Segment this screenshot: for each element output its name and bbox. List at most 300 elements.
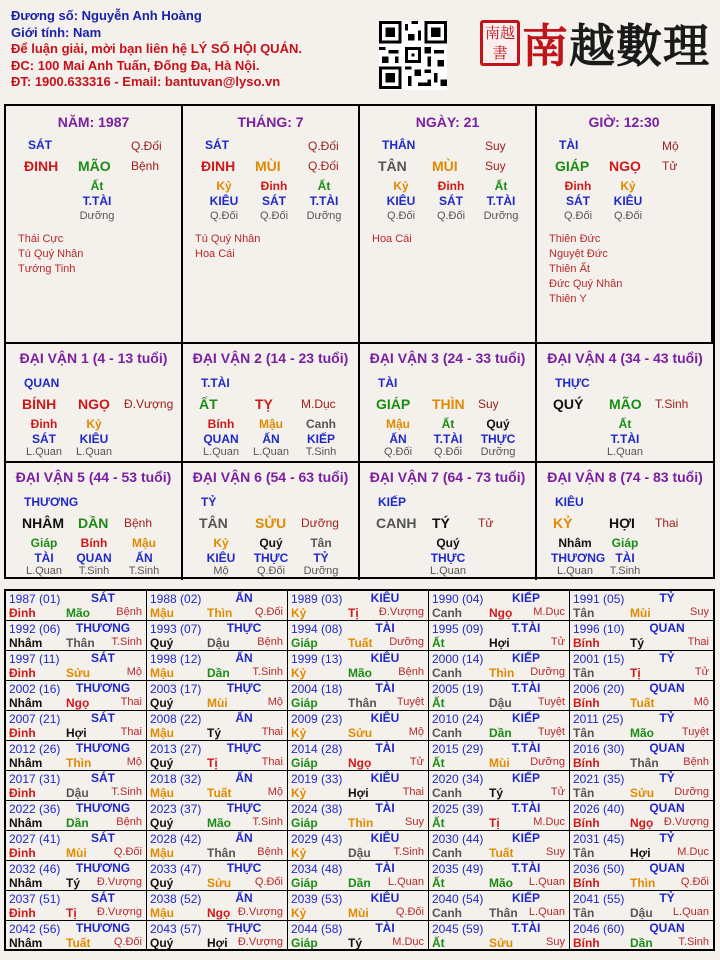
year-cell (429, 831, 570, 861)
hidden-stem: Giáp (30, 536, 58, 550)
year-stem: Giáp (291, 636, 318, 650)
hidden-phase: L.Quan (252, 446, 290, 458)
hidden-ten-god: THƯƠNG (551, 551, 606, 565)
dai-van-branch: HỢI (609, 515, 635, 531)
hidden-phase: L.Quan (606, 446, 644, 458)
star-item: Thiên Ất (549, 263, 590, 275)
dai-van-row-1 (6, 342, 713, 461)
pillar-title: NGÀY: 21 (415, 114, 480, 130)
brand-logo: 南越數理 (522, 19, 710, 73)
year-phase: T.Sinh (678, 936, 709, 948)
year-branch: Dậu (66, 786, 89, 800)
year-ten-god: TỶ (659, 771, 675, 785)
dai-van-ten-god: KIÊU (555, 495, 584, 509)
year-label: 2037 (51) (9, 892, 61, 906)
year-stem: Kỷ (291, 666, 307, 680)
pillar-ten-god: THÂN (382, 138, 416, 152)
year-stem: Bính (573, 816, 600, 830)
year-label: 1989 (03) (291, 592, 343, 606)
year-branch: Tị (630, 666, 641, 680)
hidden-stem: Đinh (564, 179, 592, 193)
year-cell (429, 771, 570, 801)
year-label: 1996 (10) (573, 622, 625, 636)
pillar-1 (6, 106, 183, 342)
dai-van-title: ĐẠI VẬN 5 (44 - 53 tuổi) (15, 469, 172, 485)
pillar-stars (195, 232, 260, 262)
year-label: 1992 (06) (9, 622, 61, 636)
year-branch: Mùi (66, 846, 87, 860)
hidden-stem: Ất (618, 417, 632, 431)
year-label: 1991 (05) (573, 592, 625, 606)
year-ten-god: T.TÀI (511, 741, 541, 755)
year-label: 2036 (50) (573, 862, 625, 876)
year-cell (288, 591, 429, 621)
star-item: Thiên Đức (549, 233, 601, 245)
year-label: 2007 (21) (9, 712, 61, 726)
year-label: 2006 (20) (573, 682, 625, 696)
year-label: 2041 (55) (573, 892, 625, 906)
year-stem: Mậu (150, 726, 174, 740)
year-stem: Tân (573, 786, 595, 800)
year-cell (288, 621, 429, 651)
seal-stamp: 南越書 (480, 20, 520, 66)
hidden-stem: Mậu (386, 417, 410, 431)
year-phase: Thai (120, 696, 142, 708)
year-label: 2002 (16) (9, 682, 61, 696)
pillar-ten-god: SÁT (28, 138, 52, 152)
year-stem: Canh (432, 726, 462, 740)
year-label: 2044 (58) (291, 922, 343, 936)
year-label: 2017 (31) (9, 772, 61, 786)
address: ĐC: 100 Mai Anh Tuấn, Đống Đa, Hà Nội. (11, 57, 260, 73)
year-cell (288, 681, 429, 711)
year-label: 2000 (14) (432, 652, 484, 666)
hidden-phase: Q.Đối (259, 210, 289, 222)
hidden-phase: L.Quan (429, 565, 467, 577)
year-branch: Tị (207, 756, 218, 770)
hidden-stem: Kỷ (86, 417, 102, 431)
year-ten-god: KIẾP (511, 651, 540, 665)
year-phase: Mộ (267, 786, 283, 798)
year-label: 2015 (29) (432, 742, 484, 756)
year-branch: Sửu (489, 936, 514, 950)
year-phase: Mộ (693, 696, 709, 708)
year-cell (429, 591, 570, 621)
year-cell (6, 891, 147, 921)
year-ten-god: KIẾP (511, 711, 540, 725)
year-phase: Thai (261, 726, 283, 738)
hidden-phase: Q.Đối (383, 446, 413, 458)
year-cell (147, 921, 288, 951)
year-ten-god: THỰC (226, 741, 262, 755)
hidden-stem: Nhâm (558, 536, 592, 550)
year-ten-god: TÀI (375, 921, 395, 935)
pillar-top-right: Q.Đối (131, 139, 162, 153)
year-cell (6, 741, 147, 771)
year-label: 2035 (49) (432, 862, 484, 876)
year-branch: Thân (630, 756, 659, 770)
dai-van-branch: MÃO (609, 396, 642, 412)
year-phase: Tuyệt (537, 726, 565, 738)
year-stem: Đinh (9, 906, 36, 920)
year-stem: Tân (573, 606, 595, 620)
year-stem: Giáp (291, 756, 318, 770)
year-ten-god: T.TÀI (511, 921, 541, 935)
year-ten-god: ẤN (235, 651, 253, 665)
year-branch: Mão (207, 816, 231, 830)
year-phase: Dưỡng (530, 756, 565, 768)
year-branch: Tý (630, 636, 645, 650)
pillar-phase: Bệnh (131, 159, 160, 173)
year-cell (147, 651, 288, 681)
year-cell (429, 861, 570, 891)
year-ten-god: THỰC (226, 621, 262, 635)
year-stem: Kỷ (291, 906, 307, 920)
year-stem: Quý (150, 936, 174, 950)
year-ten-god: THƯƠNG (75, 801, 131, 815)
phone-email: ĐT: 1900.633316 - Email: bantuvan@lyso.vn (11, 74, 281, 89)
hidden-phase: Mộ (213, 565, 229, 577)
year-label: 2018 (32) (150, 772, 202, 786)
year-branch: Tị (348, 606, 359, 620)
year-label: 2046 (60) (573, 922, 625, 936)
hidden-stem: Canh (306, 417, 336, 431)
year-phase: Mộ (126, 666, 142, 678)
year-phase: Tử (409, 756, 424, 768)
star-item: Nguyệt Đức (549, 248, 608, 260)
hidden-ten-god: T.TÀI (486, 194, 516, 208)
year-phase: Đ.Vượng (378, 606, 424, 618)
year-phase: Thai (120, 726, 142, 738)
hidden-stem: Ất (90, 179, 104, 193)
pillar-stars (372, 232, 412, 247)
hidden-ten-god: TỶ (313, 551, 329, 565)
pillar-branch: NGỌ (609, 158, 641, 174)
year-stem: Tân (573, 846, 595, 860)
dai-van-stem: GIÁP (376, 396, 411, 412)
hidden-stem: Bính (207, 417, 235, 431)
year-phase: T.Sinh (252, 666, 283, 678)
dai-van-branch: THÌN (432, 396, 465, 412)
year-stem: Ất (432, 636, 445, 650)
pillar-title: GIỜ: 12:30 (588, 114, 660, 130)
year-cell (147, 681, 288, 711)
pillar-phase: Suy (485, 159, 506, 173)
pillar-phase: Tử (662, 159, 678, 173)
qr-code-icon (379, 20, 447, 90)
hidden-ten-god: THỰC (430, 551, 466, 565)
dai-van-4 (537, 344, 713, 461)
dai-van-phase: Dưỡng (301, 516, 339, 530)
year-phase: Dưỡng (389, 636, 424, 648)
hidden-stem: Quý (436, 536, 460, 550)
year-branch: Mão (489, 876, 513, 890)
year-branch: Mùi (348, 906, 369, 920)
dai-van-title: ĐẠI VẬN 7 (64 - 73 tuổi) (369, 469, 526, 485)
year-stem: Nhâm (9, 936, 43, 950)
dai-van-title: ĐẠI VẬN 8 (74 - 83 tuổi) (547, 469, 703, 485)
year-ten-god: TÀI (375, 681, 395, 695)
hidden-ten-god: TÀI (34, 551, 54, 565)
year-label: 2022 (36) (9, 802, 61, 816)
year-phase: Tuyệt (537, 696, 565, 708)
year-ten-god: TÀI (375, 741, 395, 755)
year-ten-god: THỰC (226, 861, 262, 875)
hidden-stem: Đinh (30, 417, 58, 431)
hidden-stem: Kỷ (393, 179, 409, 193)
dai-van-row-2 (6, 461, 713, 580)
year-label: 2033 (47) (150, 862, 202, 876)
year-phase: Đ.Vượng (96, 876, 142, 888)
year-ten-god: QUAN (649, 681, 685, 695)
year-stem: Quý (150, 876, 174, 890)
year-cell (147, 771, 288, 801)
year-branch: Ngọ (489, 606, 513, 620)
year-branch: Ngọ (207, 906, 231, 920)
year-label: 2024 (38) (291, 802, 343, 816)
dai-van-title: ĐẠI VẬN 1 (4 - 13 tuổi) (19, 350, 168, 366)
year-ten-god: T.TÀI (511, 801, 541, 815)
pillar-3 (360, 106, 537, 342)
year-branch: Dần (66, 816, 89, 830)
year-ten-god: THỰC (226, 681, 262, 695)
year-branch: Hợi (66, 726, 87, 740)
hidden-phase: T.Sinh (609, 565, 641, 577)
year-phase: T.Sinh (252, 816, 283, 828)
pillar-2 (183, 106, 360, 342)
dai-van-phase: Bệnh (124, 516, 153, 530)
pillar-stem: ĐINH (24, 158, 59, 174)
year-label: 2020 (34) (432, 772, 484, 786)
dai-van-stem: KỶ (553, 515, 573, 531)
hidden-stem: Quý (486, 417, 510, 431)
year-stem: Mậu (150, 666, 174, 680)
year-phase: M.Dục (533, 606, 565, 618)
chart-grid (4, 104, 715, 579)
year-label: 2039 (53) (291, 892, 343, 906)
year-label: 2043 (57) (150, 922, 202, 936)
year-stem: Tân (573, 666, 595, 680)
year-stem: Bính (573, 756, 600, 770)
year-cell (147, 741, 288, 771)
year-ten-god: TÀI (375, 621, 395, 635)
pillar-4 (537, 106, 713, 342)
year-cell (6, 621, 147, 651)
year-ten-god: QUAN (649, 861, 685, 875)
year-label: 2034 (48) (291, 862, 343, 876)
hidden-ten-god: SÁT (439, 194, 463, 208)
hidden-phase: Dưỡng (303, 565, 339, 577)
year-branch: Sửu (207, 876, 232, 890)
year-stem: Quý (150, 636, 174, 650)
year-phase: Q.Đối (113, 846, 142, 858)
hidden-ten-god: KIÊU (206, 551, 236, 565)
year-label: 2040 (54) (432, 892, 484, 906)
year-stem: Đinh (9, 846, 36, 860)
year-cell (147, 621, 288, 651)
year-ten-god: TỶ (659, 651, 675, 665)
year-branch: Dậu (489, 696, 512, 710)
year-label: 1997 (11) (9, 652, 60, 666)
dai-van-stem: TÂN (199, 515, 228, 531)
year-stem: Canh (432, 666, 462, 680)
year-phase: Tử (550, 786, 565, 798)
year-phase: Suy (405, 816, 424, 828)
hidden-phase: Q.Đối (563, 210, 593, 222)
year-cell (147, 591, 288, 621)
gender: Giới tính: Nam (11, 24, 102, 40)
dai-van-title: ĐẠI VẬN 4 (34 - 43 tuổi) (547, 350, 703, 366)
pillar-stars (549, 232, 622, 307)
dai-van-phase: Đ.Vượng (124, 397, 174, 411)
year-phase: Dưỡng (530, 666, 565, 678)
year-ten-god: THƯƠNG (75, 861, 131, 875)
year-branch: Hợi (348, 786, 369, 800)
year-cell (288, 921, 429, 951)
year-phase: T.Sinh (111, 786, 142, 798)
year-branch: Tị (66, 906, 77, 920)
dai-van-branch: DẦN (78, 515, 109, 531)
hidden-ten-god: KIÊU (386, 194, 416, 208)
dai-van-2 (183, 344, 360, 461)
year-branch: Dần (630, 936, 653, 950)
year-ten-god: SÁT (91, 831, 115, 845)
year-stem: Tân (573, 726, 595, 740)
dai-van-phase: Thai (655, 516, 679, 530)
hidden-stem: Kỷ (620, 179, 636, 193)
hidden-ten-god: KIẾP (306, 432, 335, 446)
year-branch: Tuất (348, 636, 373, 650)
pillar-phase: Q.Đối (308, 159, 339, 173)
hidden-ten-god: KIÊU (79, 432, 109, 446)
year-cell (6, 681, 147, 711)
year-cell (570, 741, 713, 771)
year-stem: Quý (150, 696, 174, 710)
year-branch: Dần (489, 726, 512, 740)
dai-van-ten-god: T.TÀI (201, 376, 230, 390)
hidden-ten-god: T.TÀI (433, 432, 463, 446)
year-label: 2019 (33) (291, 772, 343, 786)
year-branch: Mùi (630, 606, 651, 620)
year-phase: Q.Đối (113, 936, 142, 948)
year-label: 1999 (13) (291, 652, 343, 666)
year-phase: Q.Đối (395, 906, 424, 918)
year-label: 1995 (09) (432, 622, 484, 636)
year-branch: Thân (489, 906, 518, 920)
year-ten-god: QUAN (649, 621, 685, 635)
year-branch: Dậu (348, 846, 371, 860)
year-stem: Mậu (150, 786, 174, 800)
year-phase: Bệnh (257, 636, 283, 648)
dai-van-branch: SỬU (255, 515, 287, 531)
year-branch: Hợi (630, 846, 651, 860)
year-phase: Q.Đối (680, 876, 709, 888)
pillar-stars (18, 232, 83, 277)
year-phase: Mộ (126, 756, 142, 768)
year-cell (147, 861, 288, 891)
year-label: 2021 (35) (573, 772, 625, 786)
year-stem: Canh (432, 786, 462, 800)
star-item: Tú Quý Nhân (18, 248, 84, 260)
year-branch: Sửu (630, 786, 655, 800)
year-phase: M.Dục (677, 846, 709, 858)
year-branch: Thân (348, 696, 377, 710)
hidden-ten-god: QUAN (203, 432, 239, 446)
hidden-stem: Ất (494, 179, 508, 193)
year-phase: Tuyệt (396, 696, 424, 708)
star-item: Hoa Cái (372, 233, 412, 245)
year-stem: Ất (432, 756, 445, 770)
year-stem: Giáp (291, 696, 318, 710)
year-stem: Kỷ (291, 606, 307, 620)
year-phase: Mộ (408, 726, 424, 738)
year-ten-god: TÀI (375, 801, 395, 815)
year-stem: Đinh (9, 786, 36, 800)
year-branch: Ngọ (630, 816, 654, 830)
year-cell (6, 861, 147, 891)
year-stem: Kỷ (291, 726, 307, 740)
year-label: 2003 (17) (150, 682, 202, 696)
hidden-phase: Dưỡng (79, 210, 115, 222)
year-ten-god: ẤN (235, 591, 253, 605)
dai-van-phase: Tử (478, 516, 494, 530)
year-branch: Thìn (489, 666, 515, 680)
star-item: Thái Cực (18, 233, 64, 245)
pillar-stem: ĐINH (201, 158, 236, 174)
year-ten-god: QUAN (649, 741, 685, 755)
year-label: 2025 (39) (432, 802, 484, 816)
year-cell (570, 591, 713, 621)
year-branch: Tị (489, 816, 500, 830)
year-stem: Bính (573, 696, 600, 710)
year-cell (570, 891, 713, 921)
year-label: 1993 (07) (150, 622, 202, 636)
year-stem: Đinh (9, 726, 36, 740)
dai-van-ten-god: TÀI (378, 376, 398, 390)
year-label: 1998 (12) (150, 652, 202, 666)
year-phase: Dưỡng (674, 786, 709, 798)
year-ten-god: SÁT (91, 591, 115, 605)
year-cell (429, 651, 570, 681)
year-cell (6, 921, 147, 951)
year-stem: Nhâm (9, 816, 43, 830)
year-cell (570, 651, 713, 681)
year-branch: Tý (348, 936, 363, 950)
year-label: 2005 (19) (432, 682, 484, 696)
year-ten-god: KIẾP (511, 831, 540, 845)
year-phase: Suy (546, 936, 565, 948)
year-ten-god: SÁT (91, 711, 115, 725)
year-phase: T.Sinh (393, 846, 424, 858)
year-label: 2008 (22) (150, 712, 202, 726)
dai-van-stem: BÍNH (22, 396, 57, 412)
hidden-ten-god: KIÊU (613, 194, 643, 208)
year-cell (6, 651, 147, 681)
contact-note: Để luận giải, mời bạn liên hệ LÝ SỐ HỘI QUÁN. (11, 41, 302, 56)
hidden-stem: Quý (259, 536, 283, 550)
year-label: 2045 (59) (432, 922, 484, 936)
pillar-top-right: Q.Đối (308, 139, 339, 153)
owner-name: Đương số: Nguyễn Anh Hoàng (11, 8, 202, 23)
year-cell (288, 651, 429, 681)
year-label: 2023 (37) (150, 802, 202, 816)
year-cell (570, 711, 713, 741)
year-branch: Dậu (630, 906, 653, 920)
hidden-stem: Mậu (132, 536, 156, 550)
year-phase: Đ.Vượng (96, 906, 142, 918)
hidden-stem: Đinh (260, 179, 288, 193)
year-cell (429, 921, 570, 951)
